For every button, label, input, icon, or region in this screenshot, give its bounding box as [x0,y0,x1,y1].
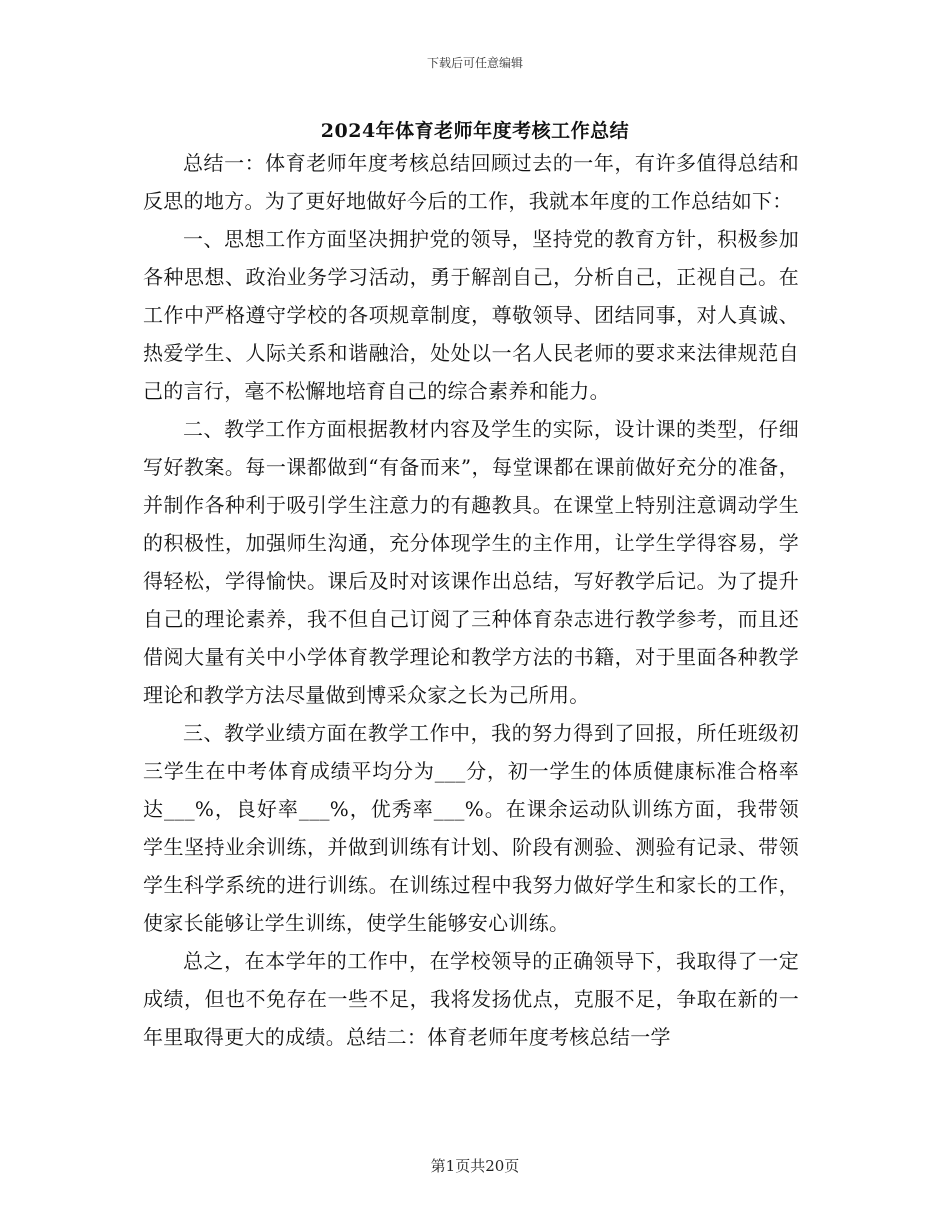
header-note: 下载后可任意编辑 [426,56,523,70]
paragraph-conclusion: 总之，在本学年的工作中，在学校领导的正确领导下，我取得了一定成绩，但也不免存在一些不足，我将发扬优点，克服不足，争取在新的一年里取得更大的成绩。总结二：体育老师年度考核总结一学 [143,949,799,1049]
page-indicator: 第1页共20页 [430,1157,520,1175]
document-body [143,144,799,1056]
paragraph-ideology: 一、思想工作方面坚决拥护党的领导，坚持党的教育方针，积极参加各种思想、政治业务学习活动，勇于解剖自己，分析自己，正视自己。在工作中严格遵守学校的各项规章制度，尊敬领导、团结同事，对人真诚、热爱学生、人际关系和谐融洽，处处以一名人民老师的要求来法律规范自己的言行，毫不松懈地培育自己的综合素养和能力。 [143,227,799,403]
paragraph-achievements: 三、教学业绩方面在教学工作中，我的努力得到了回报，所任班级初三学生在中考体育成绩平均分为___分，初一学生的体质健康标准合格率达___%，良好率___%，优秀率___%。在课余运动队训练方面，我带领学生坚持业余训练，并做到训练有计划、阶段有测验、测验有记录、带领学生科学系统的进行训练。在训练过程中我努力做好学生和家长的工作，使家长能够让学生训练，使学生能够安心训练。 [143,721,799,935]
paragraph-teaching: 二、教学工作方面根据教材内容及学生的实际，设计课的类型，仔细写好教案。每一课都做到“有备而来”，每堂课都在课前做好充分的准备，并制作各种利于吸引学生注意力的有趣教具。在课堂上特别注意调动学生的积极性，加强师生沟通，充分体现学生的主作用，让学生学得容易，学得轻松，学得愉快。课后及时对该课作出总结，写好教学后记。为了提升自己的理论素养，我不但自己订阅了三种体育杂志进行教学参考，而且还借阅大量有关中小学体育教学理论和教学方法的书籍，对于里面各种教学理论和教学方法尽量做到博采众家之长为己所用。 [143,417,799,707]
document-title: 2024年体育老师年度考核工作总结 [320,120,630,142]
paragraph-summary-intro: 总结一：体育老师年度考核总结回顾过去的一年，有许多值得总结和反思的地方。为了更好地做好今后的工作，我就本年度的工作总结如下： [143,151,799,213]
